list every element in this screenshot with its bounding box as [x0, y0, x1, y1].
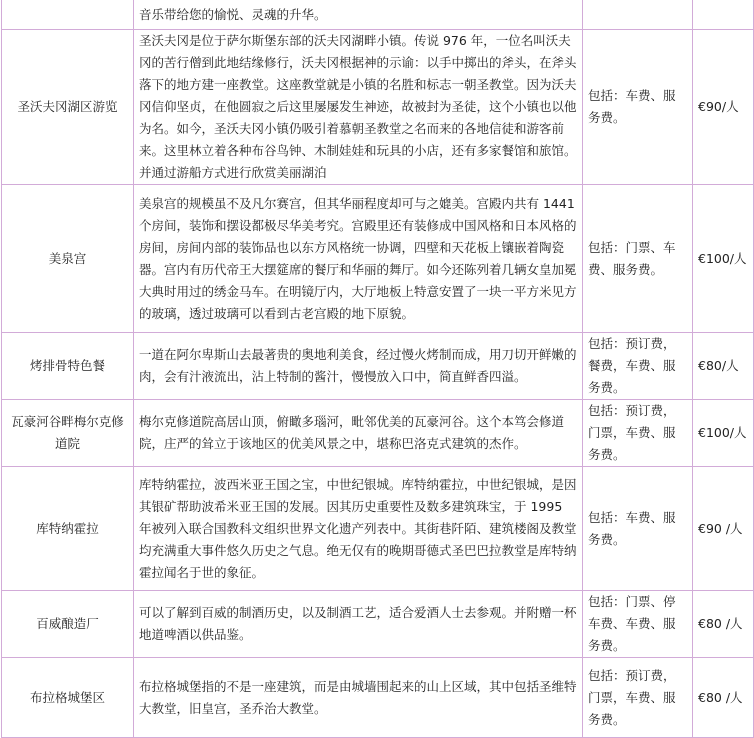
item-name [2, 0, 134, 30]
item-price: €80 /人 [693, 591, 754, 658]
item-price [693, 0, 754, 30]
item-name: 库特纳霍拉 [2, 467, 134, 591]
item-price: €80 /人 [693, 658, 754, 738]
item-name: 布拉格城堡区 [2, 658, 134, 738]
item-description: 布拉格城堡指的不是一座建筑，而是由城墙围起来的山上区域，其中包括圣维特大教堂，旧皇宫，圣乔治大教堂。 [134, 658, 583, 738]
item-includes: 包括：门票、停车费、车费、服务费。 [583, 591, 693, 658]
item-name: 烤排骨特色餐 [2, 333, 134, 400]
item-name: 圣沃夫冈湖区游览 [2, 30, 134, 185]
item-includes: 包括：预订费，门票，车费、服务费。 [583, 400, 693, 467]
item-description: 音乐带给您的愉悦、灵魂的升华。 [134, 0, 583, 30]
table-row [2, 0, 754, 30]
table-row [2, 30, 754, 185]
table-row [2, 467, 754, 591]
itinerary-table [1, 0, 754, 738]
item-price: €100/人 [693, 400, 754, 467]
item-includes: 包括：车费、服务费。 [583, 30, 693, 185]
item-includes: 包括：预订费，门票，车费、服务费。 [583, 658, 693, 738]
item-description: 库特纳霍拉，波西米亚王国之宝，中世纪银城。库特纳霍拉，中世纪银城，是因其银矿帮助波希米亚王国的发展。因其历史重要性及数多建筑珠宝，于 1995 年被列入联合国教科文组织世界文化遗产列表中。其街巷阡陌、建筑楼阁及教堂均充满重大事件悠久历史之气息。绝无仅有的晚期哥德式圣巴巴拉教堂是库特纳霍拉闻名于世的象征。 [134, 467, 583, 591]
item-description: 美泉宫的规模虽不及凡尔赛宫，但其华丽程度却可与之媲美。宫殿内共有 1441 个房间，装饰和摆设都极尽华美考究。宫殿里还有装修成中国风格和日本风格的房间，房间内部的装饰品也以东方风格统一协调，四壁和天花板上镶嵌着陶瓷器。宫内有历代帝王大摆筵席的餐厅和华丽的舞厅。如今还陈列着几辆女皇加冕大典时用过的绣金马车。在明镜厅内，大厅地板上特意安置了一块一平方米见方的玻璃，透过玻璃可以看到古老宫殿的地下原貌。 [134, 185, 583, 333]
item-description: 圣沃夫冈是位于萨尔斯堡东部的沃夫冈湖畔小镇。传说 976 年，一位名叫沃夫冈的苦行僧到此地结缘修行，沃夫冈根据神的示谕：以手中掷出的斧头，在斧头落下的地方建一座教堂。这座教堂就是小镇的名胜和标志一朝圣教堂。因为沃夫冈信仰坚贞，在他圆寂之后这里屡屡发生神迹，故被封为圣徒，这个小镇也以他为名。如今，圣沃夫冈小镇仍吸引着慕朝圣教堂之名而来的各地信徒和游客前来。这里林立着各种布谷鸟钟、木制娃娃和玩具的小店，还有多家餐馆和旅馆。并通过游船方式进行欣赏美丽湖泊 [134, 30, 583, 185]
item-price: €100/人 [693, 185, 754, 333]
item-name: 瓦豪河谷畔梅尔克修道院 [2, 400, 134, 467]
item-name: 百威酿造厂 [2, 591, 134, 658]
item-description: 一道在阿尔卑斯山去最著贵的奥地利美食，经过慢火烤制而成，用刀切开鲜嫩的肉，会有汁液流出，沾上特制的酱汁，慢慢放入口中，简直鲜香四溢。 [134, 333, 583, 400]
table-row [2, 333, 754, 400]
table-row [2, 591, 754, 658]
table-row [2, 400, 754, 467]
item-name: 美泉宫 [2, 185, 134, 333]
item-includes: 包括：车费、服务费。 [583, 467, 693, 591]
item-price: €90 /人 [693, 467, 754, 591]
item-includes [583, 0, 693, 30]
item-description: 可以了解到百威的制酒历史，以及制酒工艺，适合爱酒人士去参观。并附赠一杯地道啤酒以供品鉴。 [134, 591, 583, 658]
item-price: €90/人 [693, 30, 754, 185]
item-includes: 包括：预订费，餐费，车费、服务费。 [583, 333, 693, 400]
item-includes: 包括：门票、车费、服务费。 [583, 185, 693, 333]
item-price: €80/人 [693, 333, 754, 400]
table-row [2, 185, 754, 333]
table-row [2, 658, 754, 738]
item-description: 梅尔克修道院高居山顶，俯瞰多瑙河，毗邻优美的瓦豪河谷。这个本笃会修道院，庄严的耸立于该地区的优美风景之中，堪称巴洛克式建筑的杰作。 [134, 400, 583, 467]
